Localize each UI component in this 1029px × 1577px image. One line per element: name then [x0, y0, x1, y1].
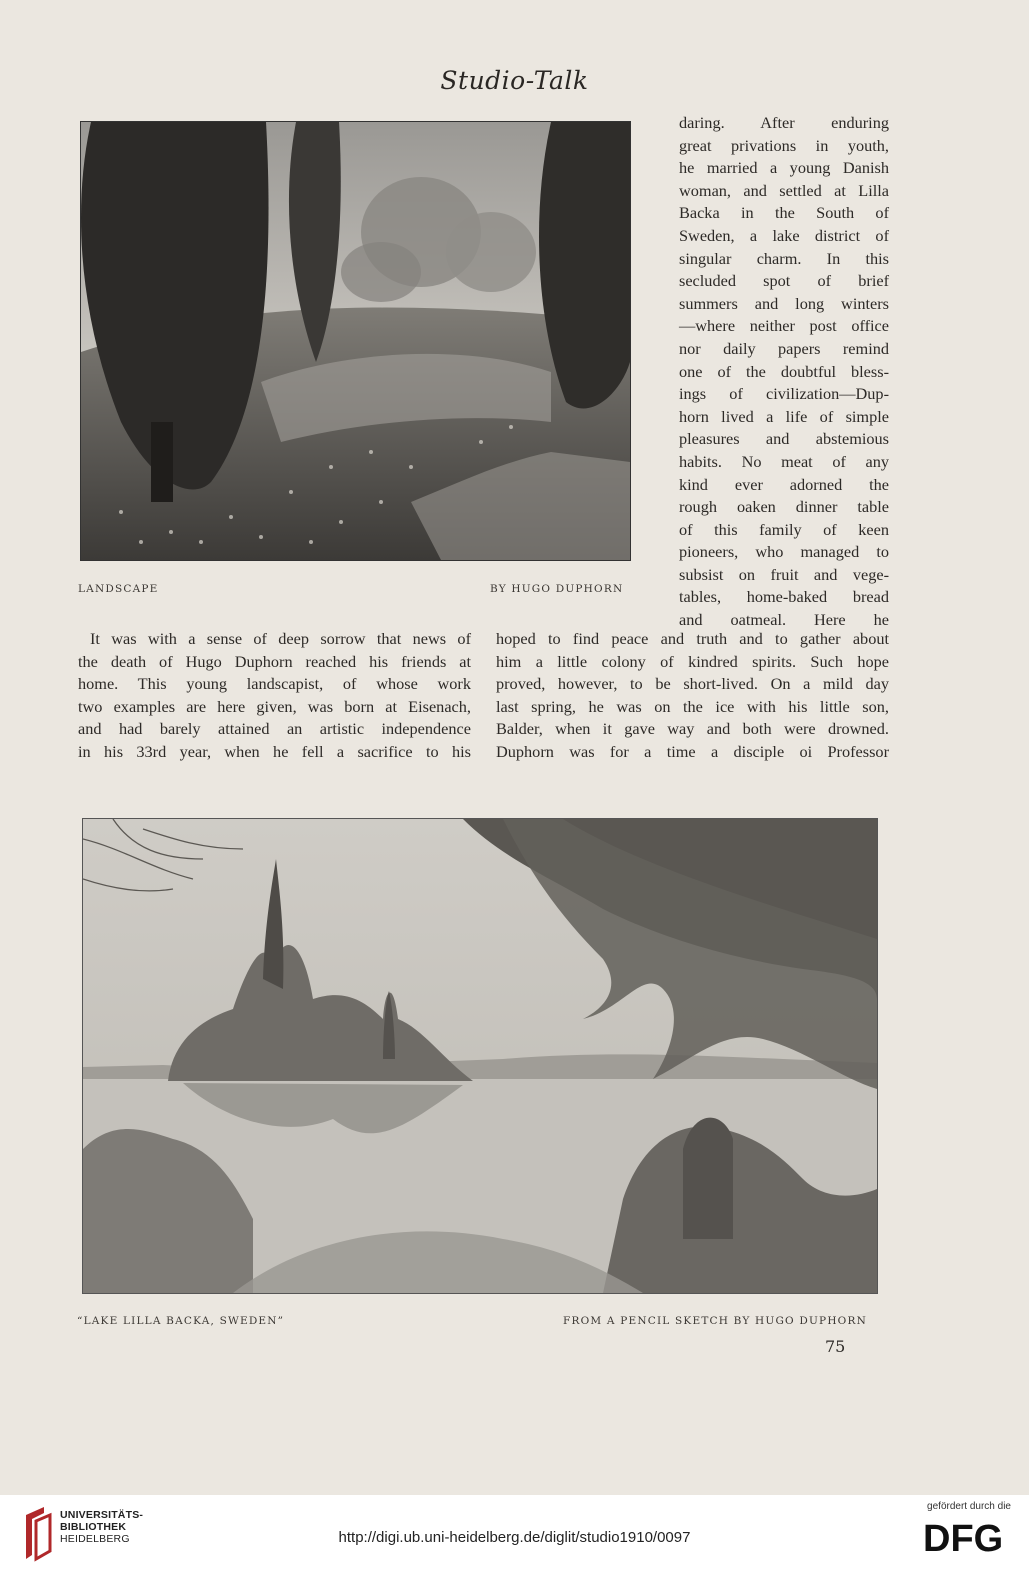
dfg-logo-text: DFG [923, 1518, 1004, 1557]
text-line: nor daily papers remind [679, 338, 889, 358]
library-name-line: BIBLIOTHEK [60, 1521, 127, 1533]
text-line: Balder, when it gave way and both were drowned. [496, 719, 889, 739]
landscape-illustration [81, 122, 630, 560]
landscape-caption-credit: BY HUGO DUPHORN [490, 583, 624, 595]
running-head: Studio-Talk [440, 66, 589, 95]
text-line: in his 33rd year, when he fell a sacrifice to his [78, 741, 471, 761]
lake-plate [82, 818, 878, 1294]
text-line: Backa in the South of [679, 203, 889, 223]
text-line: last spring, he was on the ice with his little son, [496, 696, 889, 716]
lake-caption-credit: FROM A PENCIL SKETCH BY HUGO DUPHORN [563, 1315, 867, 1327]
text-line: proved, however, to be short-lived. On a mild day [496, 674, 889, 694]
text-line: daring. After enduring [679, 113, 889, 132]
text-line: It was with a sense of deep sorrow that news of [90, 629, 471, 648]
text-line: of this family of keen [679, 519, 889, 539]
text-line: tables, home-baked bread [679, 587, 889, 607]
text-line: home. This young landscapist, of whose work [78, 674, 471, 694]
text-line: —where neither post office [679, 316, 889, 336]
text-line: pleasures and abstemious [679, 429, 889, 449]
page-number: 75 [825, 1337, 846, 1356]
text-line: woman, and settled at Lilla [679, 180, 889, 200]
text-line: him a little colony of kindred spirits. Such hope [496, 651, 889, 671]
text-column-right-top [679, 112, 889, 632]
text-line: great privations in youth, [679, 135, 889, 155]
library-name-line: HEIDELBERG [60, 1533, 130, 1545]
text-line: hoped to find peace and truth and to gather about [496, 629, 889, 648]
digitization-footer [0, 1495, 1029, 1577]
text-line: he married a young Danish [679, 158, 889, 178]
landscape-caption-title: LANDSCAPE [78, 583, 159, 595]
text-line: ings of civilization—Dup- [679, 384, 889, 404]
text-line: subsist on fruit and vege- [679, 564, 889, 584]
text-line: Sweden, a lake district of [679, 225, 889, 245]
text-line: and oatmeal. Here he [679, 610, 889, 630]
text-column-right-bottom [496, 628, 889, 764]
text-line: pioneers, who managed to [679, 542, 889, 562]
text-line: horn lived a life of simple [679, 406, 889, 426]
text-column-left-bottom [78, 628, 471, 764]
lake-caption-title: “LAKE LILLA BACKA, SWEDEN” [77, 1315, 285, 1327]
dfg-logo-icon [923, 1517, 1011, 1557]
library-name-line: UNIVERSITÄTS- [60, 1509, 144, 1521]
text-line: habits. No meat of any [679, 451, 889, 471]
text-line: singular charm. In this [679, 248, 889, 268]
text-line: and had barely attained an artistic independence [78, 719, 471, 739]
text-line: two examples are here given, was born at Eisenach, [78, 696, 471, 716]
text-line: rough oaken dinner table [679, 497, 889, 517]
text-line: one of the doubtful bless- [679, 361, 889, 381]
text-line: kind ever adorned the [679, 474, 889, 494]
text-line: summers and long winters [679, 293, 889, 313]
lake-illustration [83, 819, 877, 1293]
permalink-url[interactable]: http://digi.ub.uni-heidelberg.de/diglit/studio1910/0097 [338, 1529, 691, 1546]
text-line: the death of Hugo Duphorn reached his friends at [78, 651, 471, 671]
text-line: secluded spot of brief [679, 271, 889, 291]
landscape-plate [80, 121, 631, 561]
funding-label: gefördert durch die [927, 1501, 1011, 1512]
text-line: Duphorn was for a time a disciple oi Professor [496, 741, 889, 761]
